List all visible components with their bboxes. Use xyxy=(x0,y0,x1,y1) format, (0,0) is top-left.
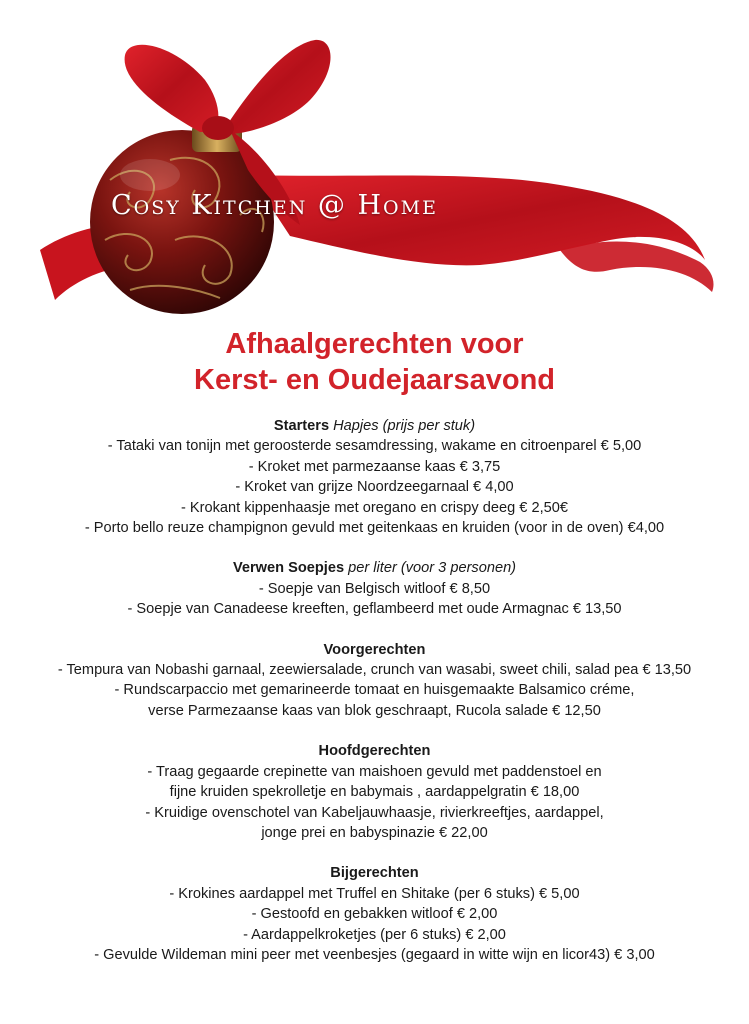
section-heading: Hoofdgerechten xyxy=(318,743,431,760)
section-note: Hapjes (prijs per stuk) xyxy=(333,418,476,434)
menu-item: - Tataki van tonijn met geroosterde sesamdressing, wakame en citroenparel € 5,00 xyxy=(107,438,642,455)
section-voorgerechten xyxy=(0,640,749,722)
menu-item: - Aardappelkroketjes (per 6 stuks) € 2,00 xyxy=(243,926,506,943)
bow-knot xyxy=(202,116,234,140)
menu-item: - Krokant kippenhaasje met oregano en crispy deeg € 2,50€ xyxy=(181,499,568,516)
menu-item: - Gevulde Wildeman mini peer met veenbesjes (gegaard in witte wijn en licor43) € 3,00 xyxy=(94,946,655,963)
section-heading: Verwen Soepjes xyxy=(232,560,345,577)
section-bijgerechten xyxy=(0,863,749,965)
menu-item: jonge prei en babyspinazie € 22,00 xyxy=(261,824,488,841)
ornament-ribbon-illustration xyxy=(0,0,749,320)
menu-item: fijne kruiden spekrolletje en babymais , aardappelgratin € 18,00 xyxy=(169,784,580,801)
menu-item: - Soepje van Canadeese kreeften, geflambeerd met oude Armagnac € 13,50 xyxy=(127,601,622,618)
menu-item: - Gestoofd en gebakken witloof € 2,00 xyxy=(251,906,498,923)
brand-logo-text: Cosy Kitchen @ Home xyxy=(111,190,438,221)
menu-item: - Kroket met parmezaanse kaas € 3,75 xyxy=(248,458,501,475)
menu-item: - Tempura van Nobashi garnaal, zeewiersalade, crunch van wasabi, sweet chili, salad pea € 13,50 xyxy=(57,662,692,679)
section-starters xyxy=(0,416,749,538)
page-title-line-1: Afhaalgerechten voor xyxy=(225,328,524,360)
menu-item: - Krokines aardappel met Truffel en Shitake (per 6 stuks) € 5,00 xyxy=(169,885,580,902)
menu-item: - Soepje van Belgisch witloof € 8,50 xyxy=(258,580,491,597)
page-title-line-2: Kerst- en Oudejaarsavond xyxy=(194,364,555,396)
menu-item: - Rundscarpaccio met gemarineerde tomaat en huisgemaakte Balsamico créme, xyxy=(114,682,635,699)
menu-list xyxy=(0,416,749,985)
section-heading: Bijgerechten xyxy=(330,865,419,882)
section-note: per liter (voor 3 personen) xyxy=(348,560,517,577)
ribbon-curl xyxy=(560,241,714,292)
section-heading: Starters xyxy=(273,418,330,434)
menu-item: - Kruidige ovenschotel van Kabeljauwhaasje, rivierkreeftjes, aardappel, xyxy=(145,804,604,821)
section-hoofdgerechten xyxy=(0,741,749,843)
bow-loop-left xyxy=(125,45,219,132)
bow-loop-right xyxy=(225,40,331,134)
menu-item: - Porto bello reuze champignon gevuld met geitenkaas en kruiden (voor in de oven) €4,00 xyxy=(84,520,665,537)
section-soepjes xyxy=(0,558,749,619)
section-heading: Voorgerechten xyxy=(323,641,426,658)
menu-item: - Kroket van grijze Noordzeegarnaal € 4,00 xyxy=(235,479,514,496)
menu-item: - Traag gegaarde crepinette van maishoen gevuld met paddenstoel en xyxy=(147,763,602,780)
menu-item: verse Parmezaanse kaas van blok geschraapt, Rucola salade € 12,50 xyxy=(148,702,601,719)
